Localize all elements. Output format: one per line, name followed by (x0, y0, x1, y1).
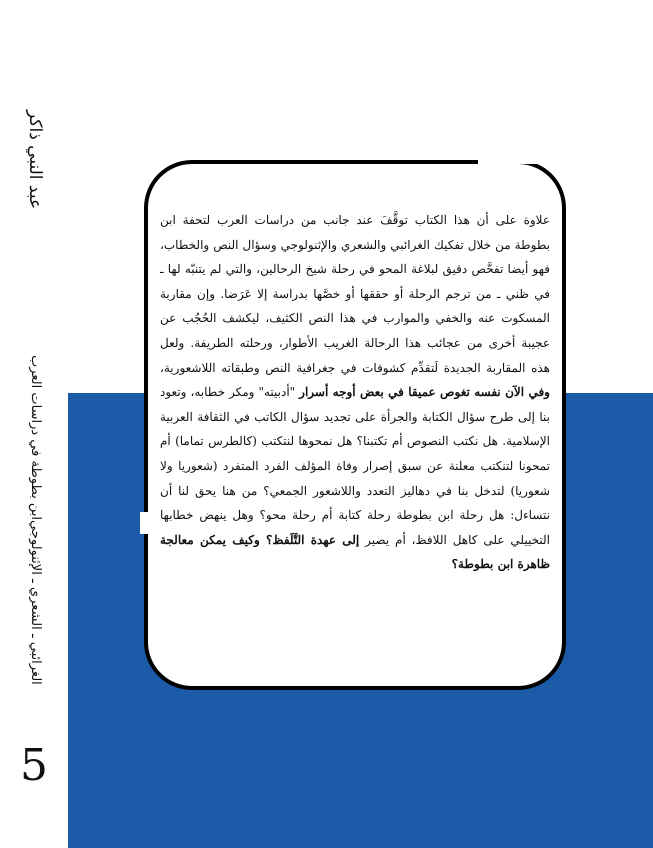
frame-gap-top (478, 156, 556, 164)
spine-author-text: عبد النبي ذاكر (25, 110, 45, 210)
spine-title-line-2: الغرائبي ـ الشعري ـ الإثنولوجي (28, 520, 43, 685)
back-cover-paragraph (160, 208, 550, 577)
spine-book-title (4, 355, 66, 685)
frame-gap-left (140, 512, 148, 534)
spine-title-line-1: ابن بطوطة في دراسات العرب (28, 355, 43, 521)
paragraph-part-1: علاوة على أن هذا الكتاب توقَّفَ عند جانب من دراسات العرب لتحفة ابن بطوطة من خلال تفكيك الغرائبي والشعري والإثنولوجي وسؤال النص والخطاب، فهو أيضا تفحَّص دقيق لبلاغة المحو في رحلة شيخ الرحالين، والتي لم يتنبّه لها ـ في ظني ـ من ترجم الرحلة أو حققها أو خصَّها بدراسة إلا عَرَضا. وإن مقاربة المسكوت عنه والخفي والموارب في هذا النص الكثيف، ليكشف الحُجُب عن عجيبة أخرى من عجائب هذا الرحالة الغريب الأطوار، ورحلته الطريفة. ولعل هذه المقاربة الجديدة لَتقدِّم كشوفات في جغرافية النص وطبقاته اللاشعورية، (160, 213, 550, 375)
paragraph-bold-part-2: إلى عهدة التَّلَفظ؟ وكيف يمكن معالجة ظاهرة ابن بطوطة؟ (160, 532, 550, 572)
paragraph-bold-part-1: وفي الآن نفسه تغوص عميقا في بعض أوجه أسرار (299, 385, 550, 400)
paragraph-part-2: "أدبيته" ومكر خطابه، وتعود بنا إلى طرح سؤال الكتابة والجرأة على تجديد سؤال الكاتب في الثقافة العربية الإسلامية. هل نكتب النصوص أم تكتبنا؟ هل نمحوها لنتكتب (كالطرس تماما) أم تمحونا لتنكتب معلنة عن سبق إصرار وفاة المؤلف الفرد المتفرد (شعوريا ولا شعوريا) لتدخل بنا في دهاليز التعدد واللاشعور الجمعي؟ من هنا يحق لنا أن نتساءل: هل رحلة ابن بطوطة رحلة كتابة أم رحلة محو؟ وهل ينهض خطابها التخييلي على كاهل اللافظ، أم يصير (160, 385, 550, 547)
page-number: 5 (20, 740, 48, 791)
spine-author (2, 80, 68, 240)
